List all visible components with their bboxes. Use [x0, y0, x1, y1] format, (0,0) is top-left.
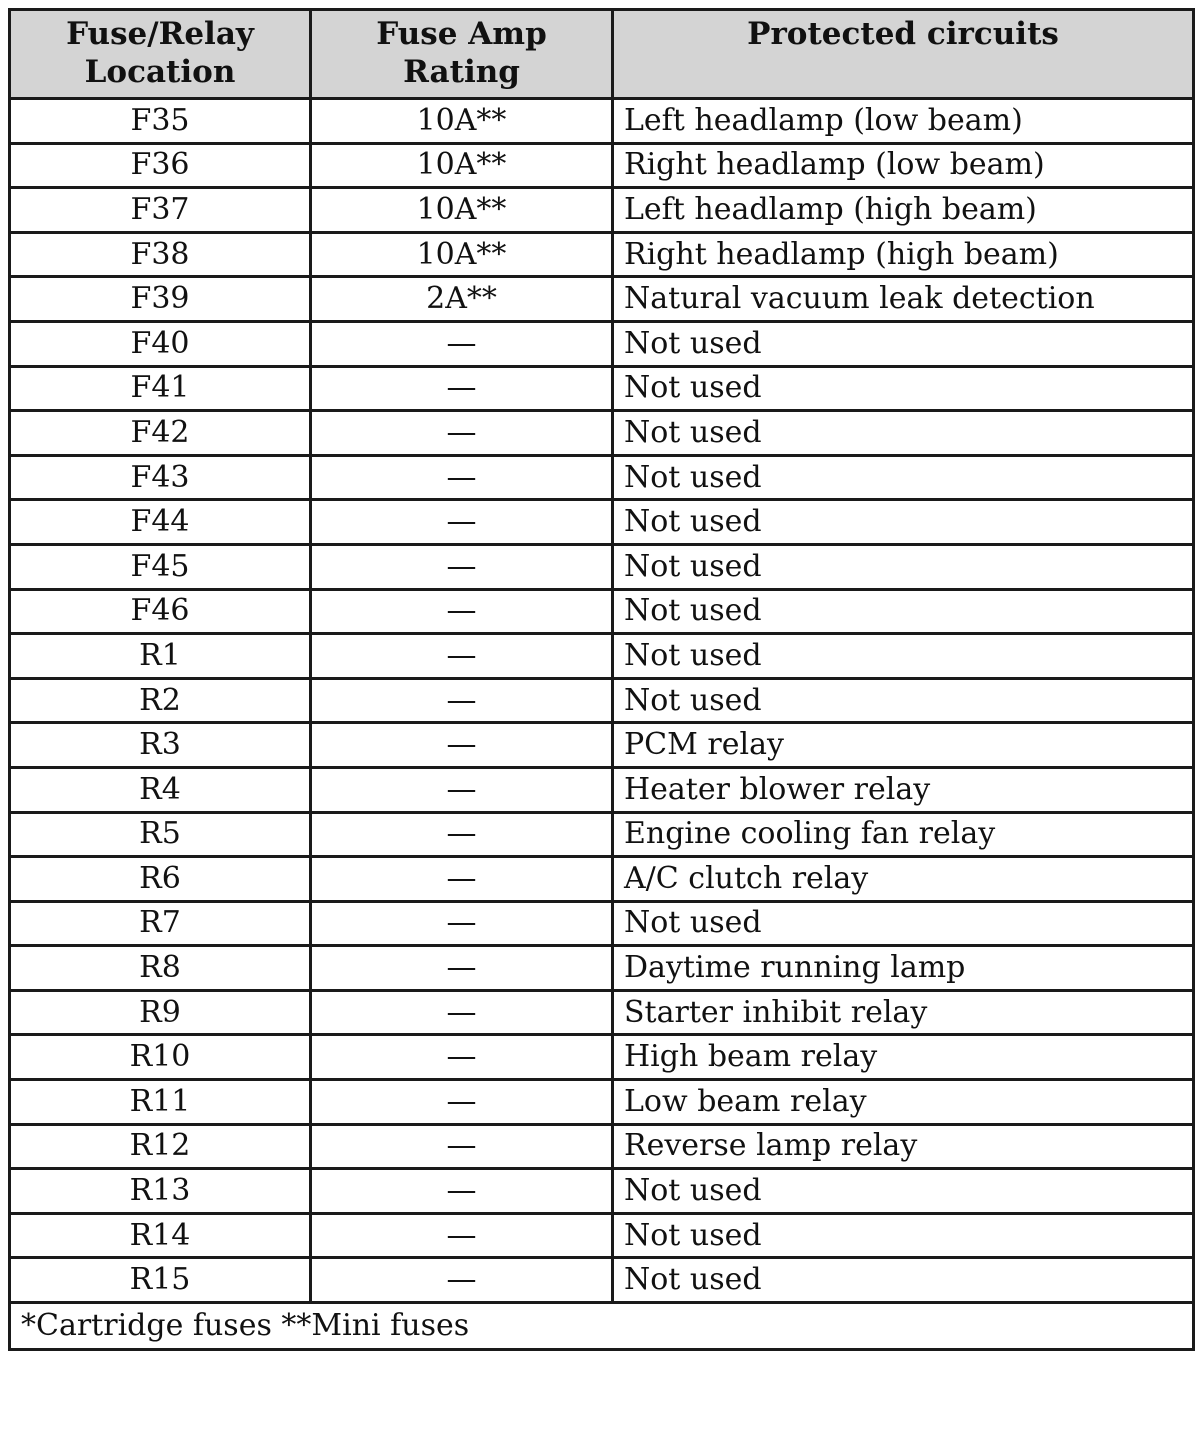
protected-circuit-cell: Right headlamp (low beam): [613, 143, 1194, 188]
fuse-amp-cell: —: [311, 1213, 613, 1258]
fuse-location-cell: R10: [10, 1035, 311, 1080]
fuse-location-cell: R6: [10, 857, 311, 902]
table-header: [10, 10, 1194, 99]
fuse-location-cell: F41: [10, 366, 311, 411]
fuse-amp-cell: —: [311, 589, 613, 634]
fuse-location-cell: R15: [10, 1258, 311, 1303]
fuse-amp-cell: 2A**: [311, 277, 613, 322]
table-row: [10, 277, 1194, 322]
table-row: [10, 634, 1194, 679]
fuse-location-cell: R7: [10, 901, 311, 946]
table-row: [10, 1124, 1194, 1169]
header-location-line1: Fuse/Relay: [66, 16, 254, 52]
protected-circuit-cell: Not used: [613, 634, 1194, 679]
protected-circuit-cell: Not used: [613, 589, 1194, 634]
fuse-location-cell: R11: [10, 1080, 311, 1125]
table-row: [10, 321, 1194, 366]
fuse-amp-cell: 10A**: [311, 232, 613, 277]
fuse-location-cell: R5: [10, 812, 311, 857]
table-row: [10, 455, 1194, 500]
fuse-location-cell: F35: [10, 99, 311, 144]
fuse-amp-cell: —: [311, 1169, 613, 1214]
table-row: [10, 857, 1194, 902]
fuse-amp-cell: —: [311, 500, 613, 545]
fuse-location-cell: R12: [10, 1124, 311, 1169]
protected-circuit-cell: Left headlamp (high beam): [613, 188, 1194, 233]
fuse-location-cell: F45: [10, 544, 311, 589]
protected-circuit-cell: Not used: [613, 1169, 1194, 1214]
table-row: [10, 411, 1194, 456]
table-row: [10, 99, 1194, 144]
protected-circuit-cell: Low beam relay: [613, 1080, 1194, 1125]
fuse-location-cell: F39: [10, 277, 311, 322]
fuse-amp-cell: —: [311, 1080, 613, 1125]
protected-circuit-cell: Not used: [613, 678, 1194, 723]
protected-circuit-cell: Not used: [613, 321, 1194, 366]
header-location-line2: Location: [84, 54, 236, 90]
protected-circuit-cell: Not used: [613, 1213, 1194, 1258]
fuse-location-cell: R4: [10, 767, 311, 812]
protected-circuit-cell: High beam relay: [613, 1035, 1194, 1080]
fuse-amp-cell: —: [311, 812, 613, 857]
fuse-location-cell: R9: [10, 990, 311, 1035]
fuse-amp-cell: 10A**: [311, 143, 613, 188]
fuse-location-cell: F44: [10, 500, 311, 545]
table-row: [10, 1213, 1194, 1258]
fuse-amp-cell: —: [311, 634, 613, 679]
header-location: [10, 10, 311, 99]
fuse-location-cell: R13: [10, 1169, 311, 1214]
fuse-amp-cell: —: [311, 678, 613, 723]
protected-circuit-cell: Reverse lamp relay: [613, 1124, 1194, 1169]
fuse-amp-cell: —: [311, 366, 613, 411]
fuse-amp-cell: —: [311, 544, 613, 589]
table-row: [10, 589, 1194, 634]
table-row: [10, 544, 1194, 589]
fuse-amp-cell: —: [311, 455, 613, 500]
fuse-amp-cell: —: [311, 901, 613, 946]
table-body: [10, 99, 1194, 1303]
table-row: [10, 767, 1194, 812]
protected-circuit-cell: A/C clutch relay: [613, 857, 1194, 902]
fuse-location-cell: R2: [10, 678, 311, 723]
fuse-location-cell: F40: [10, 321, 311, 366]
fuse-amp-cell: —: [311, 767, 613, 812]
header-amp-line1: Fuse Amp: [376, 16, 547, 52]
footnote-row: [10, 1303, 1194, 1350]
protected-circuit-cell: Not used: [613, 544, 1194, 589]
table-row: [10, 366, 1194, 411]
table-row: [10, 1169, 1194, 1214]
header-amp-line2: Rating: [403, 54, 520, 90]
table-row: [10, 723, 1194, 768]
fuse-amp-cell: —: [311, 723, 613, 768]
fuse-location-cell: R1: [10, 634, 311, 679]
table-row: [10, 901, 1194, 946]
fuse-location-cell: F42: [10, 411, 311, 456]
protected-circuit-cell: Not used: [613, 1258, 1194, 1303]
table-row: [10, 500, 1194, 545]
fuse-amp-cell: 10A**: [311, 99, 613, 144]
fuse-amp-cell: —: [311, 1035, 613, 1080]
table-row: [10, 1080, 1194, 1125]
protected-circuit-cell: Not used: [613, 455, 1194, 500]
fuse-location-cell: R3: [10, 723, 311, 768]
fuse-location-cell: R8: [10, 946, 311, 991]
fuse-amp-cell: —: [311, 321, 613, 366]
protected-circuit-cell: Daytime running lamp: [613, 946, 1194, 991]
table-row: [10, 232, 1194, 277]
header-amp-rating: [311, 10, 613, 99]
protected-circuit-cell: PCM relay: [613, 723, 1194, 768]
protected-circuit-cell: Natural vacuum leak detection: [613, 277, 1194, 322]
protected-circuit-cell: Starter inhibit relay: [613, 990, 1194, 1035]
table-row: [10, 188, 1194, 233]
table-row: [10, 678, 1194, 723]
protected-circuit-cell: Not used: [613, 366, 1194, 411]
fuse-location-cell: F43: [10, 455, 311, 500]
protected-circuit-cell: Not used: [613, 500, 1194, 545]
table-row: [10, 143, 1194, 188]
header-row: [10, 10, 1194, 99]
fuse-amp-cell: —: [311, 1124, 613, 1169]
fuse-amp-cell: —: [311, 857, 613, 902]
fuse-location-cell: F37: [10, 188, 311, 233]
table-row: [10, 812, 1194, 857]
protected-circuit-cell: Left headlamp (low beam): [613, 99, 1194, 144]
table-row: [10, 990, 1194, 1035]
fuse-relay-table: [8, 8, 1195, 1351]
header-protected-circuits: Protected circuits: [613, 10, 1194, 99]
protected-circuit-cell: Right headlamp (high beam): [613, 232, 1194, 277]
fuse-amp-cell: —: [311, 990, 613, 1035]
protected-circuit-cell: Heater blower relay: [613, 767, 1194, 812]
protected-circuit-cell: Engine cooling fan relay: [613, 812, 1194, 857]
protected-circuit-cell: Not used: [613, 411, 1194, 456]
fuse-location-cell: F38: [10, 232, 311, 277]
footnote: *Cartridge fuses **Mini fuses: [10, 1303, 1194, 1350]
table-footer: [10, 1303, 1194, 1350]
protected-circuit-cell: Not used: [613, 901, 1194, 946]
fuse-location-cell: F46: [10, 589, 311, 634]
fuse-location-cell: F36: [10, 143, 311, 188]
table-row: [10, 1258, 1194, 1303]
fuse-location-cell: R14: [10, 1213, 311, 1258]
fuse-amp-cell: —: [311, 1258, 613, 1303]
fuse-amp-cell: —: [311, 411, 613, 456]
table-row: [10, 1035, 1194, 1080]
fuse-amp-cell: 10A**: [311, 188, 613, 233]
fuse-amp-cell: —: [311, 946, 613, 991]
table-row: [10, 946, 1194, 991]
